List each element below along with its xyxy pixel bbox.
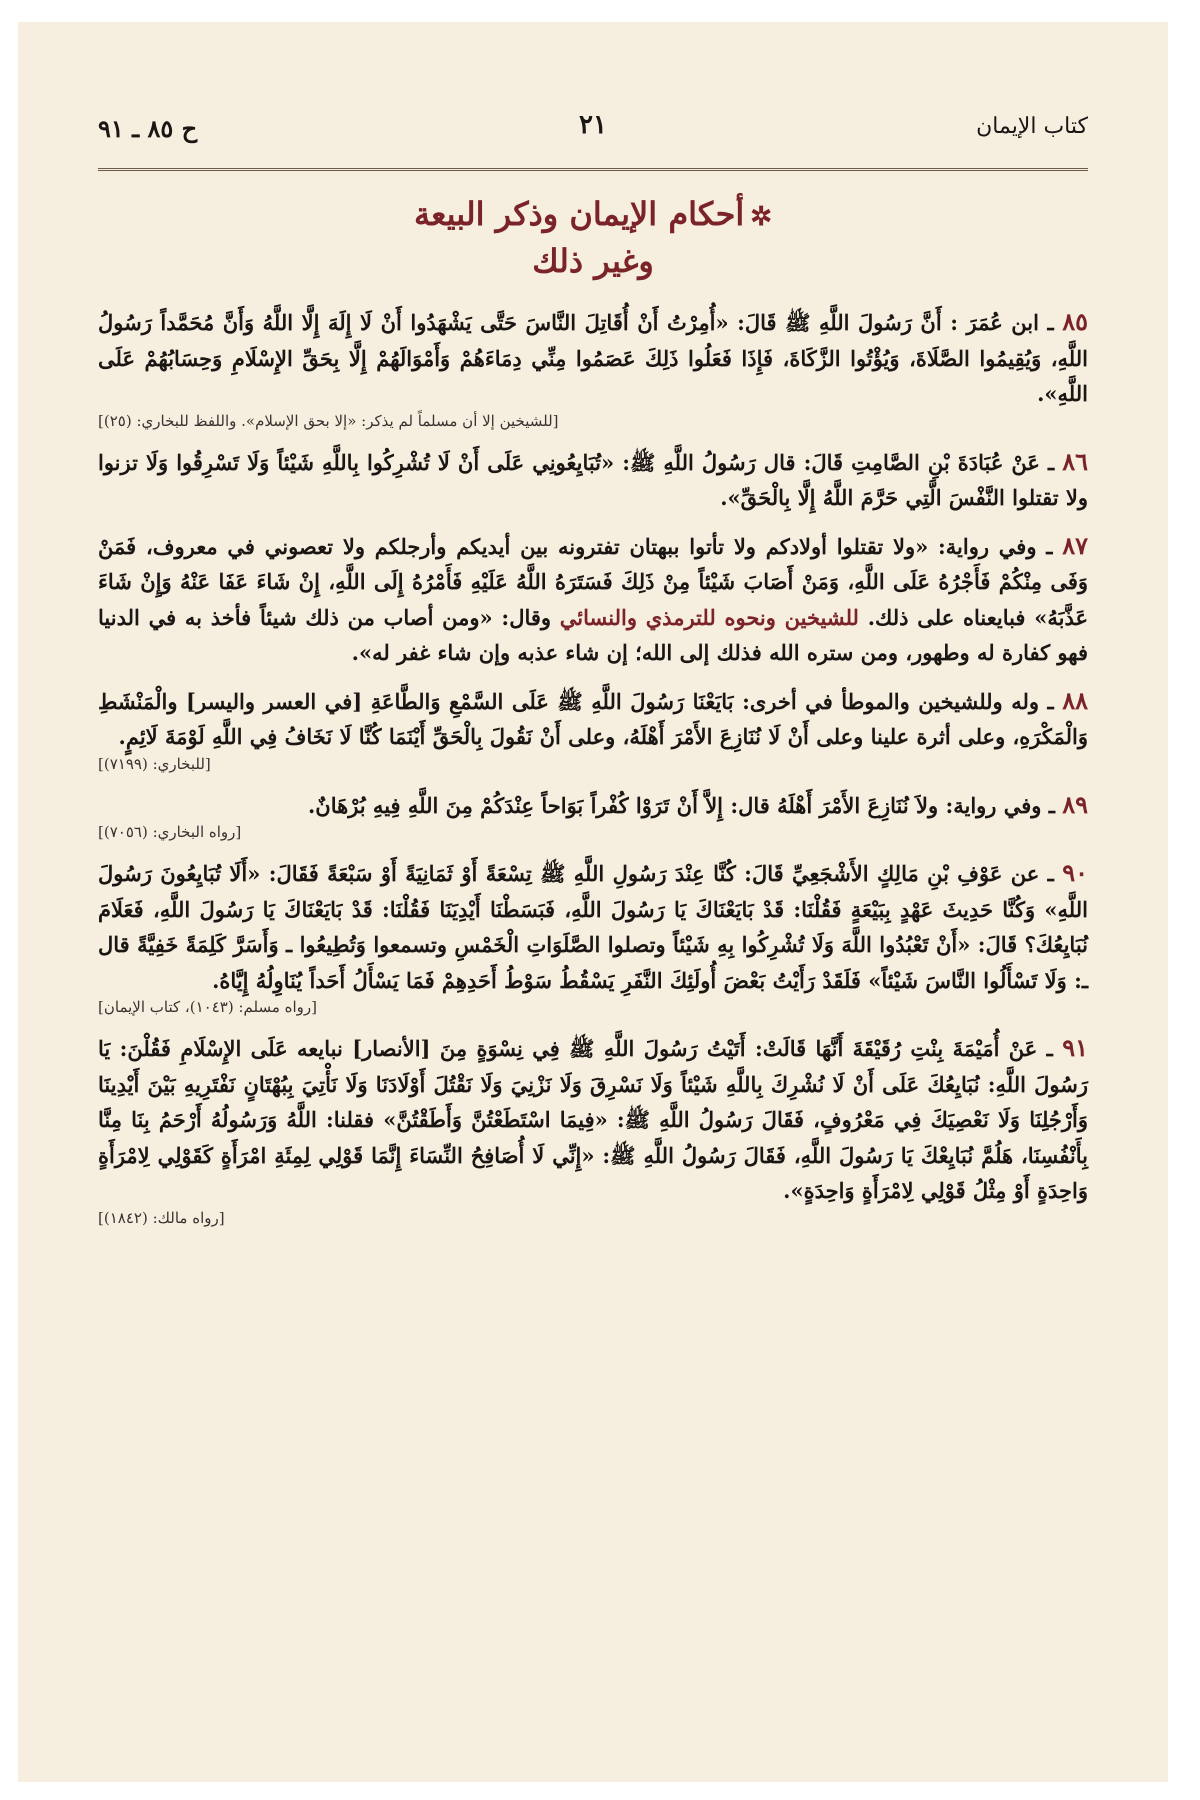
- hadith-88: [98, 683, 1088, 775]
- hadith-range: ح ٨٥ ـ ٩١: [98, 114, 198, 143]
- hadith-number: ٨٧: [1062, 530, 1089, 560]
- hadith-85: [98, 304, 1088, 432]
- chapter-title-line1: [98, 192, 1088, 239]
- chapter-title-text: أحكام الإيمان وذكر البيعة: [413, 195, 745, 233]
- hadith-90: [98, 855, 1088, 1018]
- hadith-number: ٩٠: [1062, 858, 1088, 887]
- hadith-source: [للشيخين إلا أن مسلماً لم يذكر: «إلا بحق الإسلام». واللفظ للبخاري: (٢٥)]: [98, 411, 559, 430]
- hadith-source: [للبخاري: (٧١٩٩)]: [98, 754, 211, 773]
- hadith-number: ٨٥: [1062, 307, 1088, 336]
- star-icon: ✲: [750, 202, 773, 232]
- hadith-source: [رواه مالك: (١٨٤٢)]: [98, 1208, 225, 1227]
- hadith-text: ٨٨ ـ وله وللشيخين والموطأ في أخرى: بَايَعْنَا رَسُولَ اللَّهِ ﷺ عَلَى السَّمْعِ وَالطَّاعَةِ [في العسر واليسر] والْمَنْشَطِ وَالْمَكْرَهِ، وعلى أثرة علينا وعلى أَنْ لَا نُنَازِعَ الأَمْرَ أَهْلَهُ، وعلى أَنْ نَقُولَ بِالْحَقِّ أَيْنَمَا كُنَّا لَا نَخَافُ فِي اللَّهِ لَوْمَةَ لَائِمٍ.: [98, 685, 1089, 749]
- hadith-text: ٨٦ ـ عَنْ عُبَادَةَ بْنِ الصَّامِتِ قَالَ: قال رَسُولُ اللَّهِ ﷺ: «تُبَايِعُونِي عَلَى أَنْ لَا تُشْرِكُوا بِاللَّهِ شَيْئاً وَلَا تَسْرِقُوا وَلَا تزنوا ولا تقتلوا النَّفْسَ الَّتِي حَرَّمَ اللَّهُ إِلَّا بِالْحَقِّ».: [98, 446, 1088, 510]
- hadith-number: ٨٩: [1062, 789, 1088, 819]
- hadith-text: ٩٠ ـ عن عَوْفِ بْنِ مَالِكٍ الأَشْجَعِيِّ قَالَ: كُنَّا عِنْدَ رَسُولِ اللَّهِ ﷺ تِسْعَةً أَوْ ثَمَانِيَةً أَوْ سَبْعَةً فَقَالَ: «أَلَا تُبَايِعُونَ رَسُولَ اللَّهِ» وَكُنَّا حَدِيثَ عَهْدٍ بِبَيْعَةٍ فَقُلْنَا: قَدْ بَايَعْنَاكَ يَا رَسُولَ اللَّهِ، فَبَسَطْنَا أَيْدِيَنَا فَقُلْنَا: قَدْ بَايَعْنَاكَ يَا رَسُولَ اللَّهِ، فَعَلَامَ نُبَايِعُكَ؟ قَالَ: «أَنْ تَعْبُدُوا اللَّهَ وَلَا تُشْرِكُوا بِهِ شَيْئاً وتصلوا الصَّلَوَاتِ الْخَمْسِ وتسمعوا وَتُطِيعُوا ـ وَأَسَرَّ كَلِمَةً خَفِيَّةً قال ـ: وَلَا تَسْأَلُوا النَّاسَ شَيْئاً» فَلَقَدْ رَأَيْتُ بَعْضَ أُولَئِكَ النَّفَرِ يَسْقُطُ سَوْطُ أَحَدِهِمْ فَمَا يَسْأَلُ أَحَداً يُنَاوِلُهُ إِيَّاهُ.: [98, 858, 1088, 993]
- hadith-91: [98, 1030, 1088, 1229]
- book-title: كتاب الإيمان: [976, 114, 1088, 139]
- hadith-source: [رواه مسلم: (١٠٤٣)، كتاب الإيمان]: [98, 998, 318, 1016]
- hadith-number: ٩١: [1062, 1033, 1088, 1062]
- chapter-title: [98, 192, 1088, 283]
- hadith-text: ٨٥ ـ ابن عُمَرَ : أَنَّ رَسُولَ اللَّهِ ﷺ قَالَ: «أُمِرْتُ أَنْ أُقَاتِلَ النَّاسَ حَتَّى يَشْهَدُوا أَنْ لَا إِلَهَ إِلَّا اللَّهُ وَأَنَّ مُحَمَّداً رَسُولُ اللَّهِ، وَيُقِيمُوا الصَّلَاةَ، وَيُؤْتُوا الزَّكَاةَ، فَإِذَا فَعَلُوا ذَلِكَ عَصَمُوا مِنِّي دِمَاءَهُمْ وَأَمْوَالَهُمْ إِلَّا بِحَقِّ الإِسْلَامِ وَحِسَابُهُمْ عَلَى اللَّهِ».: [98, 307, 1088, 406]
- hadith-87: [98, 528, 1088, 671]
- hadith-number: ٨٦: [1062, 446, 1088, 476]
- chapter-title-line2: وغير ذلك: [532, 242, 654, 280]
- hadith-attribution: للشيخين ونحوه للترمذي والنسائي: [559, 604, 859, 630]
- hadith-text: ٨٧ ـ وفي رواية: «ولا تقتلوا أولادكم ولا تأتوا ببهتان تفترونه بين أيديكم وأرجلكم ولا تعصوني في معروف، فَمَنْ وَفَى مِنْكُمْ فَأَجْرُهُ عَلَى اللَّهِ، وَمَنْ أَصَابَ شَيْئاً مِنْ ذَلِكَ فَسَتَرَهُ اللَّهُ عَلَيْهِ فَأَمْرُهُ إِلَى اللَّهِ، إِنْ شَاءَ عَفَا عَنْهُ وَإِنْ شَاءَ عَذَّبَهُ» فبايعناه على ذلك. للشيخين ونحوه للترمذي والنسائي وقال: «ومن أصاب من ذلك شيئاً فأخذ به في الدنيا فهو كفارة له وطهور، ومن ستره الله فذلك إلى الله؛ إن شاء عذبه وإن شاء غفر له».: [98, 530, 1089, 665]
- running-header: [98, 110, 1088, 154]
- book-page: [18, 22, 1168, 1782]
- hadith-source: [رواه البخاري: (٧٠٥٦)]: [98, 823, 242, 841]
- hadith-number: ٨٨: [1062, 685, 1089, 715]
- page-number: ٢١: [579, 110, 607, 140]
- header-rule: [98, 168, 1088, 171]
- hadith-89: [98, 787, 1088, 844]
- page-body: [98, 304, 1088, 1241]
- hadith-86: [98, 444, 1088, 516]
- hadith-text: ٨٩ ـ وفي رواية: ولاَ نُنَازِعَ الأَمْرَ أَهْلَهُ قال: إِلاَّ أَنْ تَرَوْا كُفْراً بَوَاحاً عِنْدَكُمْ مِنَ اللَّهِ فِيهِ بُرْهَانٌ.: [307, 789, 1088, 819]
- hadith-text: ٩١ ـ عَنْ أُمَيْمَةَ بِنْتِ رُقَيْقَةَ أَنَّهَا قَالَتْ: أَتَيْتُ رَسُولَ اللَّهِ ﷺ فِي نِسْوَةٍ مِنَ [الأنصار] نبايعه عَلَى الإِسْلَامِ فَقُلْنَ: يَا رَسُولَ اللَّهِ: نُبَايِعُكَ عَلَى أَنْ لَا نُشْرِكَ بِاللَّهِ شَيْئاً وَلَا نَسْرِقَ وَلَا نَزْنِيَ وَلَا نَقْتُلَ أَوْلَادَنَا وَلَا نَأْتِيَ بِبُهْتَانٍ نَفْتَرِيهِ بَيْنَ أَيْدِينَا وَأَرْجُلِنَا وَلَا نَعْصِيَكَ فِي مَعْرُوفٍ، فَقَالَ رَسُولُ اللَّهِ ﷺ: «فِيمَا اسْتَطَعْتُنَّ وَأَطَقْتُنَّ» فقلنا: اللَّهُ وَرَسُولُهُ أَرْحَمُ بِنَا مِنَّا بِأَنْفُسِنَا، هَلُمَّ نُبَايِعْكَ يَا رَسُولَ اللَّهِ، فَقَالَ رَسُولُ اللَّهِ ﷺ: «إِنِّي لَا أُصَافِحُ النِّسَاءَ إِنَّمَا قَوْلِي لِمِئَةِ امْرَأَةٍ كَقَوْلِي لِامْرَأَةٍ وَاحِدَةٍ أَوْ مِثْلُ قَوْلِي لِامْرَأَةٍ وَاحِدَةٍ».: [98, 1033, 1088, 1203]
